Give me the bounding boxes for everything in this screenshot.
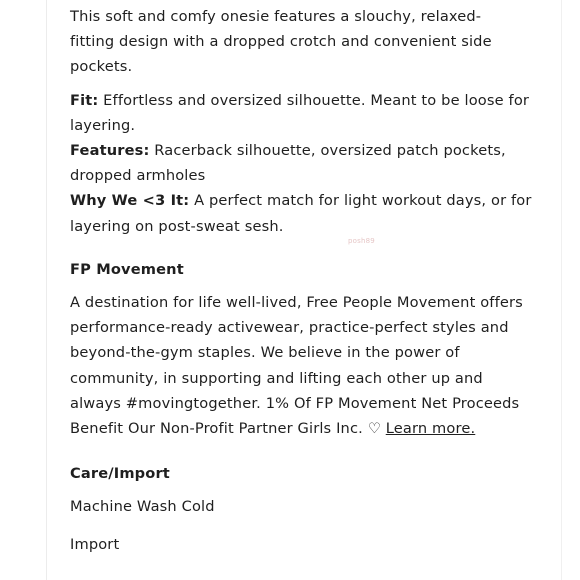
features-line — [70, 138, 540, 163]
why-line — [70, 188, 540, 213]
fp-movement-text: Benefit Our Non-Profit Partner Girls Inc. ♡ — [70, 420, 386, 438]
description-content — [70, 4, 540, 557]
features-section — [70, 138, 540, 188]
intro-line: pockets. — [70, 58, 133, 76]
left-border-line — [46, 0, 47, 580]
care-import-heading: Care/Import — [70, 465, 170, 483]
fp-movement-section — [70, 257, 540, 441]
fp-movement-line: always #movingtogether. 1% Of FP Movement Net Proceeds — [70, 394, 520, 412]
intro-line: fitting design with a dropped crotch and convenient side — [70, 33, 492, 51]
fp-movement-line: community, in supporting and lifting each other up and — [70, 369, 483, 387]
right-border-line — [561, 0, 562, 580]
fp-movement-line: beyond-the-gym staples. We believe in the power of — [70, 344, 460, 362]
why-text: A perfect match for light workout days, or for — [189, 192, 532, 210]
features-text: Racerback silhouette, oversized patch pockets, — [149, 142, 506, 160]
why-section — [70, 188, 540, 238]
fit-section — [70, 88, 540, 138]
import-text: Import — [70, 535, 120, 553]
fit-text-continued: layering. — [70, 116, 136, 134]
intro-paragraph — [70, 4, 540, 80]
wash-instructions: Machine Wash Cold — [70, 498, 215, 516]
fit-line — [70, 88, 540, 113]
why-label: Why We <3 It: — [70, 192, 190, 210]
fit-label: Fit: — [70, 91, 99, 109]
fp-movement-heading: FP Movement — [70, 260, 184, 278]
fp-movement-line: A destination for life well-lived, Free People Movement offers — [70, 294, 523, 312]
fp-movement-line: performance-ready activewear, practice-perfect styles and — [70, 319, 509, 337]
fit-text: Effortless and oversized silhouette. Meant to be loose for — [98, 91, 530, 109]
care-import-section — [70, 461, 540, 557]
learn-more-link[interactable]: Learn more. — [385, 420, 476, 438]
intro-line: This soft and comfy onesie features a slouchy, relaxed- — [70, 8, 482, 25]
features-label: Features: — [70, 142, 150, 160]
why-text-continued: layering on post-sweat sesh. — [70, 217, 284, 235]
fp-movement-last-line — [70, 416, 540, 441]
watermark-text: posh89 — [348, 237, 375, 245]
features-text-continued: dropped armholes — [70, 167, 206, 185]
